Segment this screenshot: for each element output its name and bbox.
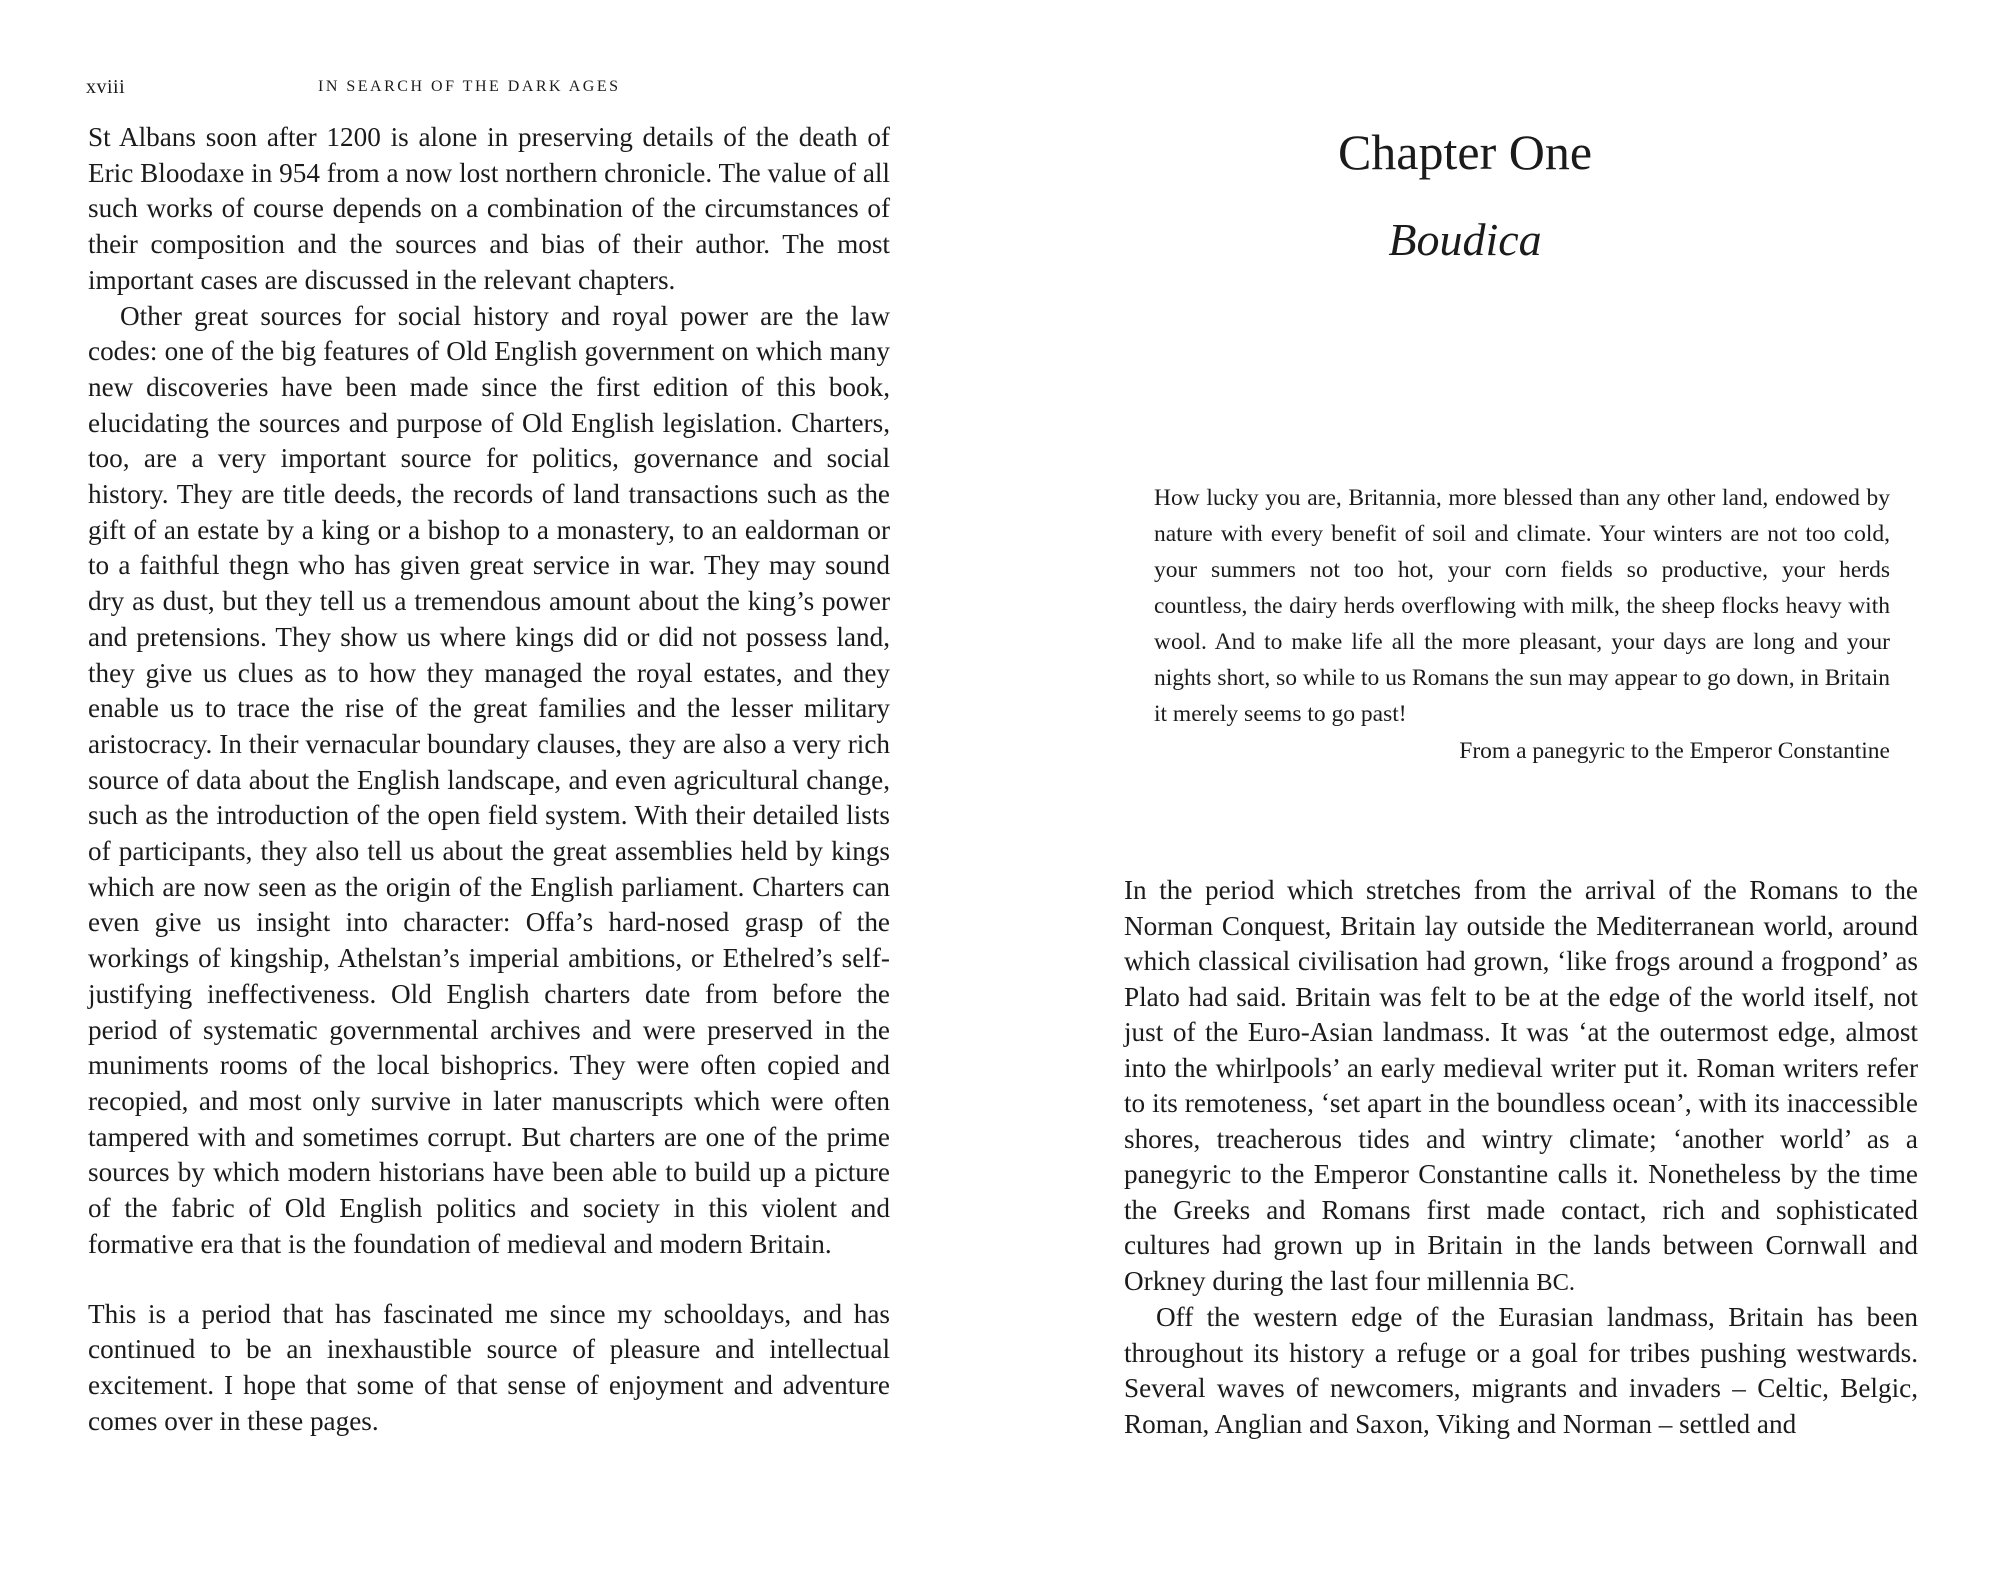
paragraph-text: In the period which stretches from the arrival of the Romans to the Norman Conquest, Britain lay outside the Mediterranean world, around which classical civilisation had grown, ‘like frogs around a frogpond’ as Plato had said. Britain was felt to be at the edge of the world itself, not just of the Euro-Asian landmass. It was ‘at the outermost edge, almost into the whirlpools’ an early medieval writer put it. Roman writers refer to its remoteness, ‘set apart in the boundless ocean’, with its inaccessible shores, treacherous tides and wintry climate; ‘another world’ as a panegyric to the Emperor Constantine calls it. Nonetheless by the time the Greeks and Romans first made contact, rich and sophisticated cultures had grown up in Britain in the lands between Cornwall and Orkney during the last four millennia [1124,875,1918,1296]
page-number: xviii [86,76,126,98]
running-head [86,76,916,106]
epigraph [1154,480,1890,732]
paragraph [1124,873,1918,1300]
chapter-title: Boudica [1388,214,1542,265]
epigraph-text: How lucky you are, Britannia, more blessed than any other land, endowed by nature with every benefit of soil and climate. Your winters are not too cold, your summers not too hot, your corn fields so productive, your herds countless, the dairy herds overflowing with milk, the sheep flocks heavy with wool. And to make life all the more pleasant, your days are long and your nights short, so while to us Romans the sun may appear to go down, in Britain it merely seems to go past! [1154,485,1890,727]
running-head-title: IN SEARCH OF THE DARK AGES [318,78,621,95]
paragraph: Off the western edge of the Eurasian landmass, Britain has been throughout its history a refuge or a goal for tribes pushing westwards. Several waves of newcomers, migrants and invaders – Celtic, Belgic, Roman, Anglian and Saxon, Viking and Norman – settled and [1124,1302,1918,1439]
right-body-text [1124,873,1918,1442]
left-body-text [88,120,890,1439]
paragraph: Other great sources for social history and royal power are the law codes: one of the big features of Old English government on which many new discoveries have been made since the first edition of this book, elucidating the sources and purpose of Old English legislation. Charters, too, are a very important source for politics, governance and social history. They are title deeds, the records of land transactions such as the gift of an estate by a king or a bishop to a monastery, to an ealdorman or to a faithful thegn who has given great service in war. They may sound dry as dust, but they tell us a tremendous amount about the king’s power and pretensions. They show us where kings did or did not possess land, they give us clues as to how they managed the royal estates, and they enable us to trace the rise of the great families and the lesser military aristocracy. In their vernacular boundary clauses, they are also a very rich source of data about the English landscape, and even agricultural change, such as the introduction of the open field system. With their detailed lists of participants, they also tell us about the great assemblies held by kings which are now seen as the origin of the English parliament. Charters can even give us insight into character: Offa’s hard-nosed grasp of the workings of kingship, Athelstan’s imperial ambitions, or Ethelred’s self-justifying ineffectiveness. Old English charters date from before the period of systematic governmental archives and were preserved in the muniments rooms of the local bishoprics. They were often copied and recopied, and most only survive in later manuscripts which were often tampered with and sometimes corrupt. But charters are one of the prime sources by which modern historians have been able to build up a picture of the fabric of Old English politics and society in this violent and formative era that is the foundation of medieval and modern Britain. [88,300,890,1259]
chapter-number: Chapter One [1337,124,1593,180]
era-abbreviation: BC. [1536,1268,1576,1296]
paragraph: This is a period that has fascinated me since my schooldays, and has continued to be an inexhaustible source of pleasure and intellectual excitement. I hope that some of that sense of enjoyment and adventure comes over in these pages. [88,1298,890,1436]
right-page [1000,0,2000,1593]
paragraph: St Albans soon after 1200 is alone in preserving details of the death of Eric Bloodaxe in 954 from a now lost northern chronicle. The value of all such works of course depends on a combination of the circumstances of their composition and the sources and bias of their author. The most important cases are discussed in the relevant chapters. [88,122,890,295]
epigraph-attribution: From a panegyric to the Emperor Constantine [1459,738,1890,764]
